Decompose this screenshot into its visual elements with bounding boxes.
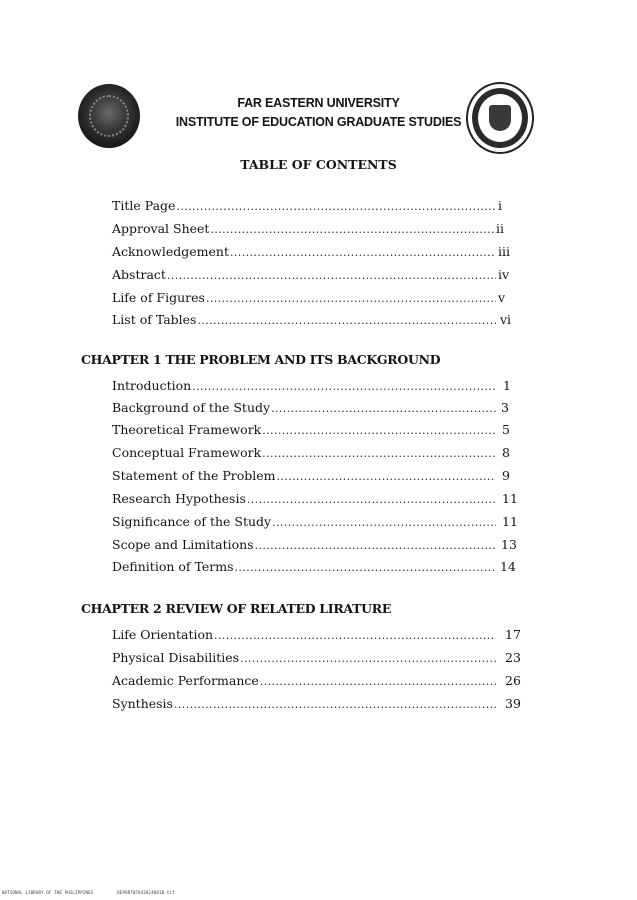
toc-entry-page: 23 — [505, 650, 521, 665]
toc-entry-physical-disabilities — [112, 649, 497, 667]
toc-entry-title: Approval Sheet — [112, 221, 210, 236]
toc-entry-page: 8 — [502, 445, 510, 460]
dot-leader — [167, 267, 496, 285]
toc-entry-title: Scope and Limitations — [112, 537, 254, 552]
toc-entry-title: Synthesis — [112, 696, 173, 711]
dot-leader — [235, 559, 496, 577]
toc-entry-page: 17 — [505, 627, 521, 642]
toc-entry-abstract — [112, 266, 497, 284]
toc-entry-title: Physical Disabilities — [112, 650, 240, 665]
footer-library-label: NATIONAL LIBRARY OF THE PHILIPPINES — [2, 890, 94, 895]
toc-entry-page: 39 — [505, 696, 521, 711]
toc-entry-title: Life of Figures — [112, 290, 205, 305]
chapter-2-heading: CHAPTER 2 REVIEW OF RELATED LIRATURE — [81, 601, 392, 616]
toc-entry-page: 14 — [500, 559, 516, 574]
toc-entry-title: Theoretical Framework — [112, 422, 262, 437]
toc-entry-title-page — [112, 197, 497, 215]
dot-leader — [260, 673, 496, 691]
toc-entry-significance-of-the-study — [112, 513, 497, 531]
toc-entry-title: Academic Performance — [112, 673, 259, 688]
dot-leader — [230, 244, 496, 262]
toc-entry-page: vi — [500, 312, 512, 327]
university-name: FAR EASTERN UNIVERSITY — [237, 96, 400, 110]
toc-entry-page: 26 — [505, 673, 521, 688]
toc-entry-introduction — [112, 377, 497, 395]
dot-leader — [255, 537, 496, 555]
dot-leader — [210, 221, 496, 239]
toc-entry-title: Title Page — [112, 198, 176, 213]
toc-entry-conceptual-framework — [112, 444, 497, 462]
toc-entry-page: iii — [498, 244, 510, 259]
dot-leader — [262, 445, 496, 463]
dot-leader — [192, 378, 496, 396]
toc-entry-title: Life Orientation — [112, 627, 214, 642]
toc-entry-page: 11 — [502, 514, 518, 529]
toc-entry-list-of-tables — [112, 311, 497, 329]
toc-entry-page: 9 — [502, 468, 510, 483]
toc-entry-title: Background of the Study — [112, 400, 271, 415]
institute-name: INSTITUTE OF EDUCATION GRADUATE STUDIES — [175, 115, 462, 129]
toc-entry-theoretical-framework — [112, 421, 497, 439]
scan-footer — [2, 890, 199, 895]
toc-entry-title: Abstract — [112, 267, 166, 282]
toc-entry-page: 1 — [503, 378, 511, 393]
dot-leader — [240, 650, 496, 668]
toc-entry-page: 11 — [502, 491, 518, 506]
toc-entry-background-of-the-study — [112, 399, 497, 417]
toc-entry-title: Significance of the Study — [112, 514, 272, 529]
toc-entry-title: Statement of the Problem — [112, 468, 276, 483]
toc-entry-title: List of Tables — [112, 312, 197, 327]
toc-entry-life-of-figures — [112, 289, 497, 307]
dot-leader — [272, 514, 496, 532]
chapter-1-heading: CHAPTER 1 THE PROBLEM AND ITS BACKGROUND — [81, 352, 441, 367]
toc-entry-approval-sheet — [112, 220, 497, 238]
toc-entry-page: 13 — [501, 537, 517, 552]
dot-leader — [176, 198, 496, 216]
toc-entry-scope-and-limitations — [112, 536, 497, 554]
toc-entry-definition-of-terms — [112, 558, 497, 576]
dot-leader — [174, 696, 496, 714]
toc-entry-research-hypothesis — [112, 490, 497, 508]
toc-entry-synthesis — [112, 695, 497, 713]
toc-entry-page: ii — [496, 221, 504, 236]
footer-file-label: REPORT07042014001B.tif — [117, 890, 175, 895]
dot-leader — [247, 491, 496, 509]
toc-entry-title: Introduction — [112, 378, 192, 393]
toc-entry-page: 3 — [501, 400, 509, 415]
dot-leader — [206, 290, 496, 308]
toc-entry-statement-of-the-problem — [112, 467, 497, 485]
toc-entry-acknowledgement — [112, 243, 497, 261]
toc-entry-page: i — [498, 198, 502, 213]
dot-leader — [197, 312, 496, 330]
dot-leader — [262, 422, 496, 440]
toc-title: TABLE OF CONTENTS — [240, 157, 397, 172]
toc-entry-page: 5 — [502, 422, 510, 437]
toc-entry-title: Research Hypothesis — [112, 491, 246, 506]
toc-entry-page: v — [498, 290, 506, 305]
dot-leader — [271, 400, 496, 418]
toc-entry-title: Acknowledgement — [112, 244, 229, 259]
toc-entry-title: Conceptual Framework — [112, 445, 262, 460]
dot-leader — [214, 627, 496, 645]
toc-entry-academic-performance — [112, 672, 497, 690]
toc-entry-page: iv — [498, 267, 510, 282]
toc-entry-life-orientation — [112, 626, 497, 644]
toc-entry-title: Definition of Terms — [112, 559, 234, 574]
dot-leader — [277, 468, 497, 486]
